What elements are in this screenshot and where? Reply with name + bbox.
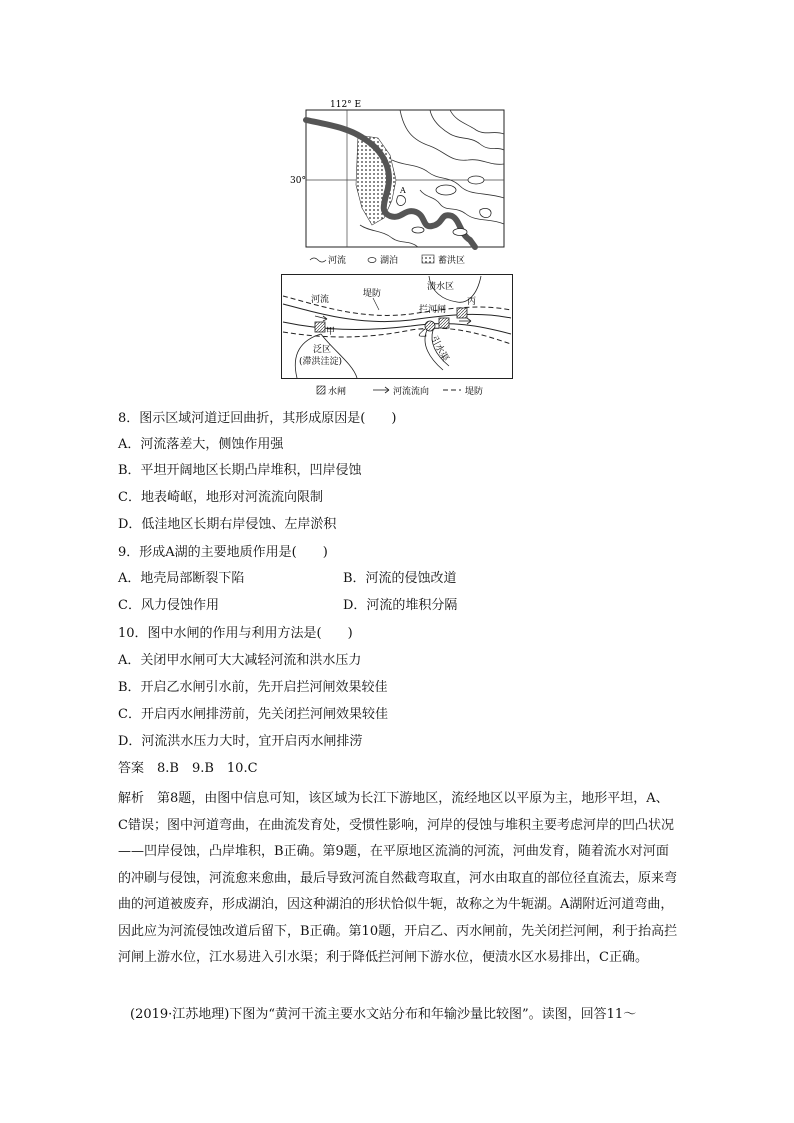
q10-option-a: A．关闭甲水闸可大大减轻河流和洪水压力	[118, 653, 362, 668]
q10-option-b: B．开启乙水闸引水前，先开启拦河闸效果较佳	[118, 680, 388, 695]
q10-stem: 10．图中水闸的作用与利用方法是( )	[118, 626, 353, 641]
label-fanqu: 泛区	[313, 345, 332, 355]
lake-a	[397, 196, 406, 206]
legend-flow: 河流流向	[393, 387, 430, 397]
label-yi: 乙	[418, 329, 428, 339]
q8-option-c: C．地表崎岖，地形对河流流向限制	[118, 490, 323, 505]
label-river: 河流	[311, 295, 330, 305]
next-question-intro: (2019·江苏地理)下图为“黄河干流主要水文站分布和年输沙量比较图”。读图，回答11～	[130, 1007, 637, 1022]
q9-option-a: A．地壳局部断裂下陷	[118, 571, 245, 586]
label-jia: 甲	[326, 327, 336, 337]
map1-lat-label: 30°	[290, 176, 306, 186]
q8-stem: 8．图示区域河道迂回曲折，其形成原因是( )	[118, 411, 397, 426]
sluice-lanhezha	[439, 318, 449, 328]
q10-option-d: D．河流洪水压力大时，宜开启丙水闸排涝	[118, 734, 363, 749]
label-canal: 引水渠	[428, 334, 450, 364]
lake-a-label: A	[400, 186, 406, 195]
q8-option-d: D．低洼地区长期右岸侵蚀、左岸淤积	[118, 517, 337, 532]
q9-stem: 9．形成A湖的主要地质作用是( )	[118, 545, 328, 560]
q8-option-b: B．平坦开阔地区长期凸岸堆积，凹岸侵蚀	[118, 463, 362, 478]
map-sluice-diagram	[281, 274, 513, 400]
q10-option-c: C．开启丙水闸排涝前，先关闭拦河闸效果较佳	[118, 707, 388, 722]
sluice-jia	[315, 322, 325, 332]
q8-option-a: A．河流落差大，侧蚀作用强	[118, 437, 284, 452]
label-fanqu-note: (滞洪洼淀)	[299, 357, 343, 367]
legend-lake: 湖泊	[380, 256, 399, 266]
answer-line: 答案 8.B 9.B 10.C	[118, 761, 258, 776]
map-river-floodplain	[290, 100, 510, 275]
label-bing: 丙	[467, 297, 477, 307]
q9-option-d: D．河流的堆积分隔	[343, 598, 458, 613]
label-dike: 堤防	[363, 289, 382, 299]
sluice-bing	[457, 308, 467, 318]
q9-option-b: B．河流的侵蚀改道	[343, 571, 457, 586]
legend-flood: 蓄洪区	[438, 256, 466, 266]
legend-river: 河流	[328, 256, 347, 266]
q9-option-c: C．风力侵蚀作用	[118, 598, 219, 613]
label-lanhezha: 拦河闸	[419, 305, 447, 315]
label-waterlog: 渍水区	[427, 282, 455, 292]
map1-lon-label: 112° E	[330, 100, 362, 110]
analysis-paragraph: 解析 第8题，由图中信息可知，该区域为长江下游地区，流经地区以平原为主，地形平坦，A、C错误；图中河道弯曲，在曲流发育处，受惯性影响，河岸的侵蚀与堆积主要考虑河岸的凹凸状况——凹岸侵蚀，凸岸堆积，B正确。第9题，在平原地区流淌的河流，河曲发育，随着流水对河面的冲刷与侵蚀，河流愈来愈曲，最后导致河流自然截弯取直，河水由取直的部位径直流去，原来弯曲的河道被废弃，形成湖泊，因这种湖泊的形状恰似牛轭，故称之为牛轭湖。A湖附近河道弯曲，因此应为河流侵蚀改道后留下，B正确。第10题，开启乙、丙水闸前，先关闭拦河闸，利于抬高拦河闸上游水位，江水易进入引水渠；利于降低拦河闸下游水位，便渍水区水易排出，C正确。	[118, 791, 678, 965]
legend-dike: 堤防	[465, 387, 484, 397]
legend-sluice: 水闸	[328, 387, 347, 397]
